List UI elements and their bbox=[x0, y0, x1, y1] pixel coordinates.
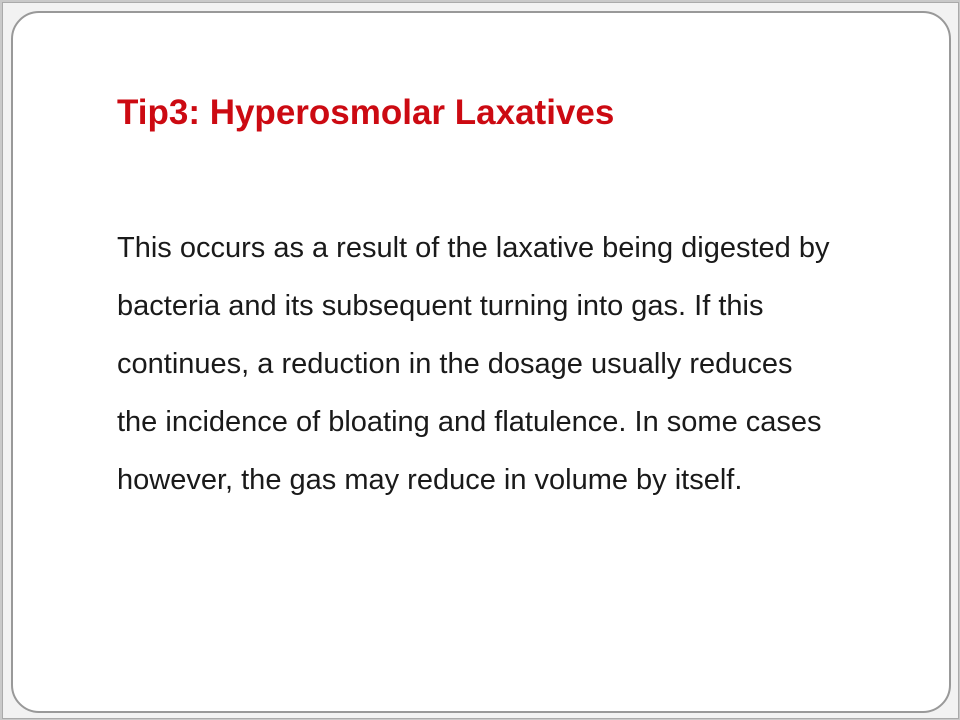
slide bbox=[11, 11, 951, 713]
slide-body bbox=[117, 219, 927, 509]
body-line: however, the gas may reduce in volume by itself. bbox=[117, 464, 743, 496]
body-line: This occurs as a result of the laxative being digested by bbox=[117, 232, 830, 264]
body-line: continues, a reduction in the dosage usually reduces bbox=[117, 348, 793, 380]
body-line: bacteria and its subsequent turning into gas. If this bbox=[117, 290, 764, 322]
slide-frame bbox=[2, 2, 959, 719]
body-line: the incidence of bloating and flatulence. In some cases bbox=[117, 406, 822, 438]
slide-title: Tip3: Hyperosmolar Laxatives bbox=[117, 93, 615, 132]
